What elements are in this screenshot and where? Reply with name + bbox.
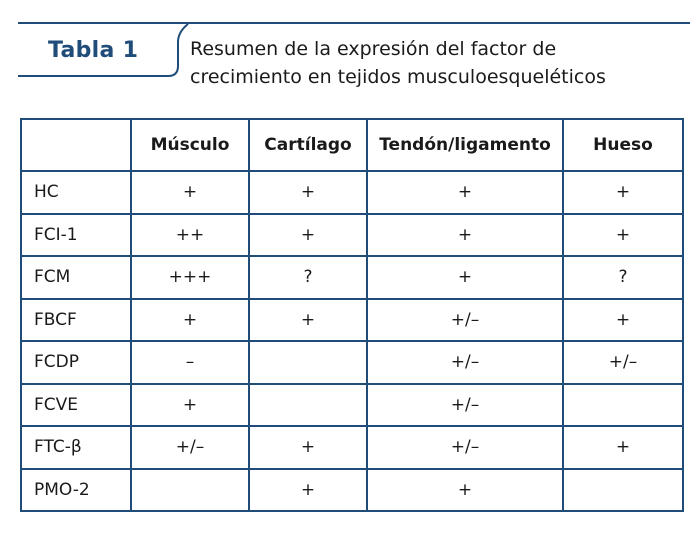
table-cell	[563, 384, 683, 427]
growth-factor-table	[20, 118, 684, 512]
row-label-cell: FTC-β	[21, 426, 131, 469]
table-cell: +	[367, 171, 563, 214]
table-cell	[563, 469, 683, 512]
title-line-1: Resumen de la expresión del factor de	[190, 38, 557, 60]
table-row	[21, 341, 683, 384]
table-cell: +	[367, 214, 563, 257]
table-cell: +	[249, 426, 367, 469]
row-label-cell: FCDP	[21, 341, 131, 384]
row-label-cell: FCVE	[21, 384, 131, 427]
table-row	[21, 384, 683, 427]
table-caption	[18, 22, 690, 102]
table-cell: +/–	[367, 384, 563, 427]
table-cell: +/–	[131, 426, 249, 469]
table-cell: +	[249, 469, 367, 512]
table-cell: +++	[131, 256, 249, 299]
header-cell-cartilago: Cartílago	[249, 119, 367, 171]
table-title	[190, 35, 670, 91]
row-label-cell: FBCF	[21, 299, 131, 342]
table-cell: +/–	[367, 299, 563, 342]
table-cell: +	[563, 171, 683, 214]
table-row	[21, 299, 683, 342]
table-cell: ?	[249, 256, 367, 299]
table-cell: +	[131, 384, 249, 427]
row-label-cell: FCI-1	[21, 214, 131, 257]
table-cell: –	[131, 341, 249, 384]
header-cell-hueso: Hueso	[563, 119, 683, 171]
table-cell: +/–	[367, 341, 563, 384]
table-cell	[249, 384, 367, 427]
table-number: Tabla 1	[48, 38, 139, 63]
table-cell: +	[131, 171, 249, 214]
header-cell-empty	[21, 119, 131, 171]
title-line-2: crecimiento en tejidos musculoesqueléticos	[190, 66, 606, 88]
row-label-cell: FCM	[21, 256, 131, 299]
table-cell	[249, 341, 367, 384]
table-cell: +/–	[563, 341, 683, 384]
table-cell: +	[249, 171, 367, 214]
table-cell: +	[249, 299, 367, 342]
table-row	[21, 171, 683, 214]
table-cell: +	[249, 214, 367, 257]
table-row	[21, 214, 683, 257]
table-cell: +	[563, 299, 683, 342]
table-cell: ?	[563, 256, 683, 299]
table-cell: +/–	[367, 426, 563, 469]
table-cell: ++	[131, 214, 249, 257]
header-cell-tendon-ligamento: Tendón/ligamento	[367, 119, 563, 171]
row-label-cell: PMO-2	[21, 469, 131, 512]
table-cell: +	[367, 256, 563, 299]
table-cell	[131, 469, 249, 512]
table-cell: +	[563, 214, 683, 257]
header-row	[21, 119, 683, 171]
table-row	[21, 256, 683, 299]
table-cell: +	[131, 299, 249, 342]
table-cell: +	[563, 426, 683, 469]
header-cell-musculo: Músculo	[131, 119, 249, 171]
table-row	[21, 426, 683, 469]
table-cell: +	[367, 469, 563, 512]
row-label-cell: HC	[21, 171, 131, 214]
table-row	[21, 469, 683, 512]
